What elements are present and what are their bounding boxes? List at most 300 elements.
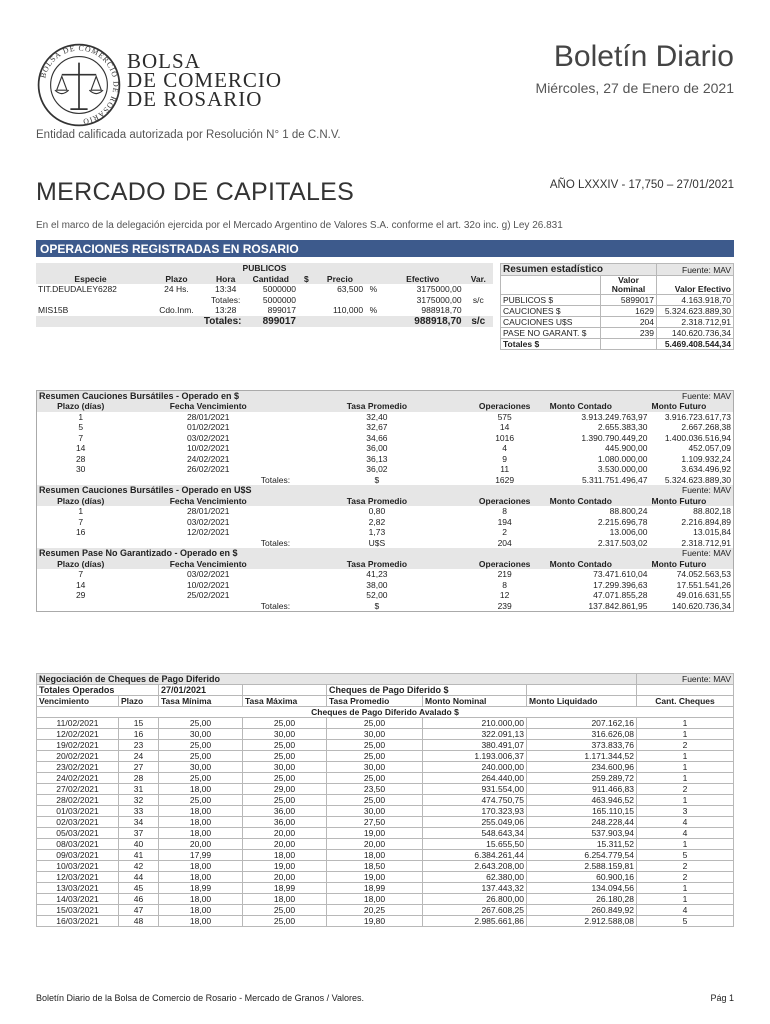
table-cell: 1.390.790.449,20	[581, 432, 648, 443]
table-cell: CAUCIONES $	[501, 306, 601, 317]
table-cell: 1.080.000,00	[597, 453, 648, 464]
totals-cell	[37, 475, 125, 486]
table-cell: TIT.DEUDALEY6282	[38, 284, 117, 295]
table-cell: 25,00	[159, 795, 243, 806]
table-cell: 01/03/2021	[37, 806, 119, 817]
table-cell: 1	[78, 411, 84, 422]
block-title: Resumen Cauciones Bursátiles - Operado en U$S	[39, 485, 252, 496]
table-row	[37, 464, 734, 475]
table-cell: 24 Hs.	[164, 284, 189, 295]
table-cell: 16	[119, 729, 159, 740]
table-cell: 14	[75, 443, 86, 454]
table-cell: 62.380,00	[423, 872, 527, 883]
block-totals-row	[37, 538, 734, 549]
table-cell: 18,50	[327, 861, 423, 872]
table-cell: 25,00	[243, 718, 327, 729]
table-cell: 14	[75, 579, 86, 590]
table-cell: 3.913.249.763,97	[581, 411, 648, 422]
publicos-header-row	[36, 274, 493, 285]
block-title-row	[37, 485, 734, 496]
table-cell	[298, 295, 315, 306]
table-cell: 0,80	[368, 506, 386, 517]
table-cell: 264.440,00	[423, 773, 527, 784]
table-cell: 1	[637, 894, 734, 905]
resumen-title: Resumen estadístico	[501, 264, 657, 276]
table-cell: 18,99	[159, 883, 243, 894]
table-cell: 219	[497, 569, 512, 580]
svg-text:BOLSA DE COMERCIO DE ROSARIO: BOLSA DE COMERCIO DE ROSARIO	[38, 43, 121, 127]
table-cell: 3175000,00	[416, 294, 462, 305]
totals-cell	[37, 601, 125, 612]
table-cell: 1016	[495, 432, 515, 443]
table-row	[36, 305, 493, 316]
cheques-title: Negociación de Cheques de Pago Diferido	[37, 674, 637, 685]
table-cell: 1	[637, 718, 734, 729]
col-header: Fecha Vencimiento	[169, 495, 247, 506]
table-cell: 2	[637, 784, 734, 795]
table-cell: 15.311,52	[527, 839, 637, 850]
table-row	[37, 433, 734, 444]
table-cell: 36,00	[243, 806, 327, 817]
table-cell: 1.400.036.516,94	[664, 432, 731, 443]
table-row	[37, 839, 734, 850]
table-row	[501, 317, 734, 328]
table-cell: 18,00	[159, 916, 243, 927]
table-row	[37, 762, 734, 773]
table-cell: 2.318.712,91	[657, 317, 734, 328]
table-row	[36, 295, 493, 306]
totales-operados-date: 27/01/2021	[159, 685, 243, 696]
col-header: Plazo (días)	[57, 558, 105, 569]
col-header: Fecha Vencimiento	[169, 558, 247, 569]
table-cell: %	[369, 284, 378, 295]
table-cell: 20/02/2021	[37, 751, 119, 762]
table-cell: 137.443,32	[423, 883, 527, 894]
table-cell: 4	[637, 828, 734, 839]
table-cell: 463.946,52	[527, 795, 637, 806]
table-cell: 11/02/2021	[37, 718, 119, 729]
totals-cell: U$S	[368, 537, 386, 548]
totals-cell: 140.620.736,34	[671, 600, 731, 611]
col-header: Tasa Máxima	[243, 696, 327, 707]
block-source: Fuente: MAV	[682, 485, 731, 496]
table-cell: 4	[637, 817, 734, 828]
page-date: Miércoles, 27 de Enero de 2021	[535, 80, 734, 96]
table-cell: 931.554,00	[423, 784, 527, 795]
table-cell: 40	[119, 839, 159, 850]
table-cell: 18,00	[159, 905, 243, 916]
table-cell: 47	[119, 905, 159, 916]
col-header: Cantidad	[252, 273, 289, 284]
table-row	[37, 806, 734, 817]
table-cell: 10/02/2021	[186, 579, 230, 590]
table-cell: MIS15B	[38, 305, 69, 316]
table-cell: 16	[75, 527, 86, 538]
table-cell: 12/03/2021	[37, 872, 119, 883]
operations-section-bar: OPERACIONES REGISTRADAS EN ROSARIO	[36, 240, 734, 257]
col-header	[365, 274, 382, 285]
table-row	[37, 861, 734, 872]
col-header: Plazo	[119, 696, 159, 707]
totals-cell	[37, 538, 125, 549]
resumen-estadistico-table	[500, 263, 734, 350]
table-cell: 537.903,94	[527, 828, 637, 839]
col-header: Monto Liquidado	[527, 696, 637, 707]
col-header: Tasa Promedio	[346, 401, 408, 412]
col-header: Tasa Mínima	[159, 696, 243, 707]
table-cell: 5	[637, 850, 734, 861]
col-header: Plazo (días)	[57, 401, 105, 412]
col-header: Cant. Cheques	[637, 696, 734, 707]
table-cell: 2	[502, 527, 508, 538]
totals-label: Totales:	[203, 315, 242, 327]
table-cell: 15	[119, 718, 159, 729]
table-cell: 30,00	[327, 806, 423, 817]
table-cell: 27/02/2021	[37, 784, 119, 795]
table-cell: 16/03/2021	[37, 916, 119, 927]
table-cell: 25,00	[327, 773, 423, 784]
table-cell: 28/02/2021	[37, 795, 119, 806]
table-cell: 30,00	[159, 762, 243, 773]
table-cell: 1.171.344,52	[527, 751, 637, 762]
bcr-seal-logo	[36, 42, 122, 128]
col-header: Vencimiento	[37, 696, 119, 707]
table-cell: 28/01/2021	[186, 506, 230, 517]
block-totals-row	[37, 601, 734, 612]
table-cell: 322.091,13	[423, 729, 527, 740]
table-cell: 32	[119, 795, 159, 806]
col-header: Monto Futuro	[651, 401, 707, 412]
table-row	[37, 422, 734, 433]
table-cell: 45	[119, 883, 159, 894]
table-cell: 18,00	[159, 828, 243, 839]
table-cell: 19,00	[327, 828, 423, 839]
table-row	[37, 883, 734, 894]
table-cell: 12/02/2021	[186, 527, 230, 538]
table-cell: 1	[78, 506, 84, 517]
page-number: Pág 1	[710, 993, 734, 1003]
table-cell: 25,00	[243, 773, 327, 784]
col-header: Monto Nominal	[423, 696, 527, 707]
table-cell: 474.750,75	[423, 795, 527, 806]
table-cell: 2	[637, 861, 734, 872]
table-cell: 36,00	[366, 443, 388, 454]
table-cell: 34	[119, 817, 159, 828]
table-row	[37, 795, 734, 806]
totals-var: s/c	[471, 315, 486, 327]
table-cell: 23/02/2021	[37, 762, 119, 773]
table-cell: 05/03/2021	[37, 828, 119, 839]
totals-cell: $	[374, 474, 380, 485]
totals-cantidad: 899017	[262, 315, 296, 327]
table-cell: 4	[637, 905, 734, 916]
table-row	[37, 527, 734, 538]
table-row	[501, 328, 734, 339]
totals-cell: $	[374, 600, 380, 611]
table-row	[37, 751, 734, 762]
totals-cell: Totales:	[260, 600, 291, 611]
table-cell: 36,13	[366, 453, 388, 464]
table-cell: 13:34	[215, 284, 237, 295]
table-cell: 30,00	[243, 762, 327, 773]
table-cell: 1	[637, 795, 734, 806]
table-cell: 14	[499, 422, 510, 433]
totals-cell: 1629	[495, 474, 515, 485]
block-header-row	[37, 559, 734, 570]
cheques-group-title: Cheques de Pago Diferido $	[327, 685, 527, 696]
table-cell: 204	[601, 317, 657, 328]
col-header: Valor Efectivo	[657, 276, 734, 295]
table-cell: 1629	[601, 306, 657, 317]
table-cell: 28	[75, 453, 86, 464]
table-cell: 2.667.268,38	[681, 422, 731, 433]
table-cell: 3	[637, 806, 734, 817]
table-cell: 548.643,34	[423, 828, 527, 839]
table-cell: 15/03/2021	[37, 905, 119, 916]
col-header: Monto Contado	[549, 495, 612, 506]
table-cell: 03/02/2021	[186, 432, 230, 443]
table-cell: 259.289,72	[527, 773, 637, 784]
table-cell: 23	[119, 740, 159, 751]
table-row	[37, 590, 734, 601]
page-title: Boletín Diario	[553, 40, 734, 73]
table-cell: 12	[499, 590, 510, 601]
table-cell: 1	[637, 839, 734, 850]
table-cell: 19,00	[243, 861, 327, 872]
table-cell: 18,00	[159, 784, 243, 795]
table-row	[37, 506, 734, 517]
table-cell: 3.634.496,92	[681, 464, 731, 475]
table-cell: s/c	[472, 294, 484, 305]
col-header: Precio	[326, 273, 353, 284]
table-cell: 17,99	[159, 850, 243, 861]
table-cell: 24/02/2021	[186, 453, 230, 464]
totals-cell: 5.324.623.889,30	[664, 474, 731, 485]
table-cell: 5	[637, 916, 734, 927]
cheques-subtitle: Cheques de Pago Diferido Avalado $	[37, 707, 734, 718]
totals-cell: Totales:	[260, 474, 291, 485]
table-cell: 1	[637, 773, 734, 784]
table-cell: 3.530.000,00	[597, 464, 648, 475]
table-row	[37, 443, 734, 454]
table-cell: 1.109.932,24	[681, 453, 731, 464]
table-cell: 60.900,16	[527, 872, 637, 883]
table-row	[37, 850, 734, 861]
section-title: MERCADO DE CAPITALES	[36, 178, 355, 206]
table-cell: 5.324.623.889,30	[657, 306, 734, 317]
table-cell: 25,00	[327, 740, 423, 751]
publicos-table	[36, 263, 493, 327]
table-cell	[365, 295, 382, 306]
table-cell: 42	[119, 861, 159, 872]
table-cell	[145, 295, 208, 306]
publicos-totals-row	[36, 316, 493, 327]
table-cell: 32,40	[366, 411, 388, 422]
col-header: Monto Contado	[549, 558, 612, 569]
table-row	[37, 454, 734, 465]
table-cell: 23,50	[327, 784, 423, 795]
table-cell: 52,00	[366, 590, 388, 601]
table-cell: 373.833,76	[527, 740, 637, 751]
table-cell: 18,99	[327, 883, 423, 894]
table-cell: 4	[502, 443, 508, 454]
table-cell: 911.466,83	[527, 784, 637, 795]
table-cell: 5	[78, 422, 84, 433]
table-row	[37, 580, 734, 591]
table-cell: 2	[637, 872, 734, 883]
table-cell: 19,80	[327, 916, 423, 927]
totales-operados-label: Totales Operados	[37, 685, 159, 696]
table-row	[37, 412, 734, 423]
table-cell: 31	[119, 784, 159, 795]
col-header: Fecha Vencimiento	[169, 401, 247, 412]
table-cell: PUBLICOS $	[501, 295, 601, 306]
totals-cell: Totales:	[260, 537, 291, 548]
col-header: Plazo	[165, 273, 188, 284]
table-cell: 18,00	[159, 861, 243, 872]
table-cell: 28/01/2021	[186, 411, 230, 422]
table-cell: 13.006,00	[609, 527, 648, 538]
col-header: Operaciones	[478, 401, 531, 412]
table-cell: 1,73	[368, 527, 386, 538]
table-cell: 25,00	[243, 795, 327, 806]
table-cell: 36,00	[243, 817, 327, 828]
table-cell: 2.215.696,78	[597, 516, 648, 527]
block-header-row	[37, 496, 734, 507]
brand-line: BOLSA	[127, 49, 201, 73]
block-title-row	[37, 391, 734, 402]
table-cell: 18,00	[159, 817, 243, 828]
cauciones-table	[36, 390, 734, 612]
table-row	[37, 894, 734, 905]
table-row	[37, 916, 734, 927]
table-cell: 8	[502, 579, 508, 590]
table-cell: 110,000	[332, 305, 364, 316]
table-cell: 20,00	[327, 839, 423, 850]
table-cell: 10/02/2021	[186, 443, 230, 454]
table-cell: 10/03/2021	[37, 861, 119, 872]
block-source: Fuente: MAV	[682, 548, 731, 559]
table-cell: 134.094,56	[527, 883, 637, 894]
table-cell: 33	[119, 806, 159, 817]
table-cell: 01/02/2021	[186, 422, 230, 433]
totals-cell: 204	[497, 537, 512, 548]
table-cell: 41	[119, 850, 159, 861]
brand-name	[127, 49, 283, 111]
col-header: $	[304, 273, 309, 284]
brand-line: DE ROSARIO	[127, 87, 263, 111]
table-cell: 1.193.006,37	[423, 751, 527, 762]
table-cell: 17.299.396,63	[593, 579, 648, 590]
table-cell: 2.985.661,86	[423, 916, 527, 927]
table-row	[37, 905, 734, 916]
table-row	[501, 306, 734, 317]
table-cell: 25,00	[327, 751, 423, 762]
totals-cell: 5.311.751.496,47	[581, 474, 648, 485]
table-cell: 13.015,84	[693, 527, 731, 538]
table-cell	[464, 284, 493, 295]
table-cell: 194	[497, 516, 512, 527]
table-cell: 6.384.261,44	[423, 850, 527, 861]
table-cell: 575	[497, 411, 512, 422]
table-cell: 30,00	[243, 729, 327, 740]
table-cell: 6.254.779,54	[527, 850, 637, 861]
table-cell: 25,00	[327, 718, 423, 729]
table-cell: 48	[119, 916, 159, 927]
table-cell: 260.849,92	[527, 905, 637, 916]
table-cell: 30,00	[159, 729, 243, 740]
table-cell: 207.162,16	[527, 718, 637, 729]
table-cell: 18,00	[243, 894, 327, 905]
table-cell: 267.608,25	[423, 905, 527, 916]
table-cell: 170.323,93	[423, 806, 527, 817]
table-cell: 899017	[267, 305, 296, 316]
block-title-row	[37, 548, 734, 559]
col-header: Valor Nominal	[601, 276, 657, 295]
table-cell: 18,00	[159, 894, 243, 905]
table-cell: 7	[78, 569, 84, 580]
table-cell: 8	[502, 506, 508, 517]
table-cell: 13/03/2021	[37, 883, 119, 894]
table-cell: 5000000	[262, 284, 296, 295]
table-cell: 239	[601, 328, 657, 339]
table-cell: 1	[637, 729, 734, 740]
footer-text: Boletín Diario de la Bolsa de Comercio de Rosario - Mercado de Granos / Valores.	[36, 993, 364, 1003]
totals-cell: 239	[497, 600, 512, 611]
brand-line: DE COMERCIO	[127, 68, 283, 92]
block-header-row	[37, 401, 734, 412]
table-cell: 37	[119, 828, 159, 839]
table-row	[37, 740, 734, 751]
table-cell: 02/03/2021	[37, 817, 119, 828]
table-cell: 3.916.723.617,73	[664, 411, 731, 422]
table-cell: 20,00	[243, 839, 327, 850]
table-cell: Totales:	[211, 294, 241, 305]
table-cell	[298, 284, 315, 295]
table-cell: 25,00	[327, 795, 423, 806]
table-row	[37, 729, 734, 740]
table-cell: 09/03/2021	[37, 850, 119, 861]
table-cell: 03/02/2021	[186, 569, 230, 580]
table-cell: 5000000	[262, 294, 296, 305]
col-header: Operaciones	[478, 558, 531, 569]
table-cell: 14/03/2021	[37, 894, 119, 905]
table-cell: 4.163.918,70	[657, 295, 734, 306]
table-row	[37, 517, 734, 528]
table-cell: 1	[637, 883, 734, 894]
totals-cell: 2.317.503,02	[597, 537, 648, 548]
table-cell: 140.620.736,34	[657, 328, 734, 339]
table-cell: 25,00	[159, 740, 243, 751]
table-row	[36, 284, 493, 295]
col-header: Plazo (días)	[57, 495, 105, 506]
table-cell: 34,66	[366, 432, 388, 443]
table-cell	[464, 305, 493, 316]
table-cell: 18,00	[159, 806, 243, 817]
table-cell: 2.912.588,08	[527, 916, 637, 927]
resumen-source: Fuente: MAV	[657, 264, 734, 276]
table-cell: %	[369, 305, 378, 316]
table-cell: 19,00	[327, 872, 423, 883]
table-cell: 248.228,44	[527, 817, 637, 828]
cheques-source: Fuente: MAV	[637, 674, 734, 685]
edition-text: AÑO LXXXIV - 17,750 – 27/01/2021	[549, 179, 734, 191]
table-cell: Cdo.Inm.	[159, 305, 194, 316]
table-cell: 15.655,50	[423, 839, 527, 850]
col-header: Tasa Promedio	[346, 495, 408, 506]
delegation-text: En el marco de la delegación ejercida por el Mercado Argentino de Valores S.A. conforme el art. 32o inc. g) Ley 26.831	[36, 220, 563, 231]
table-cell: 255.049,06	[423, 817, 527, 828]
